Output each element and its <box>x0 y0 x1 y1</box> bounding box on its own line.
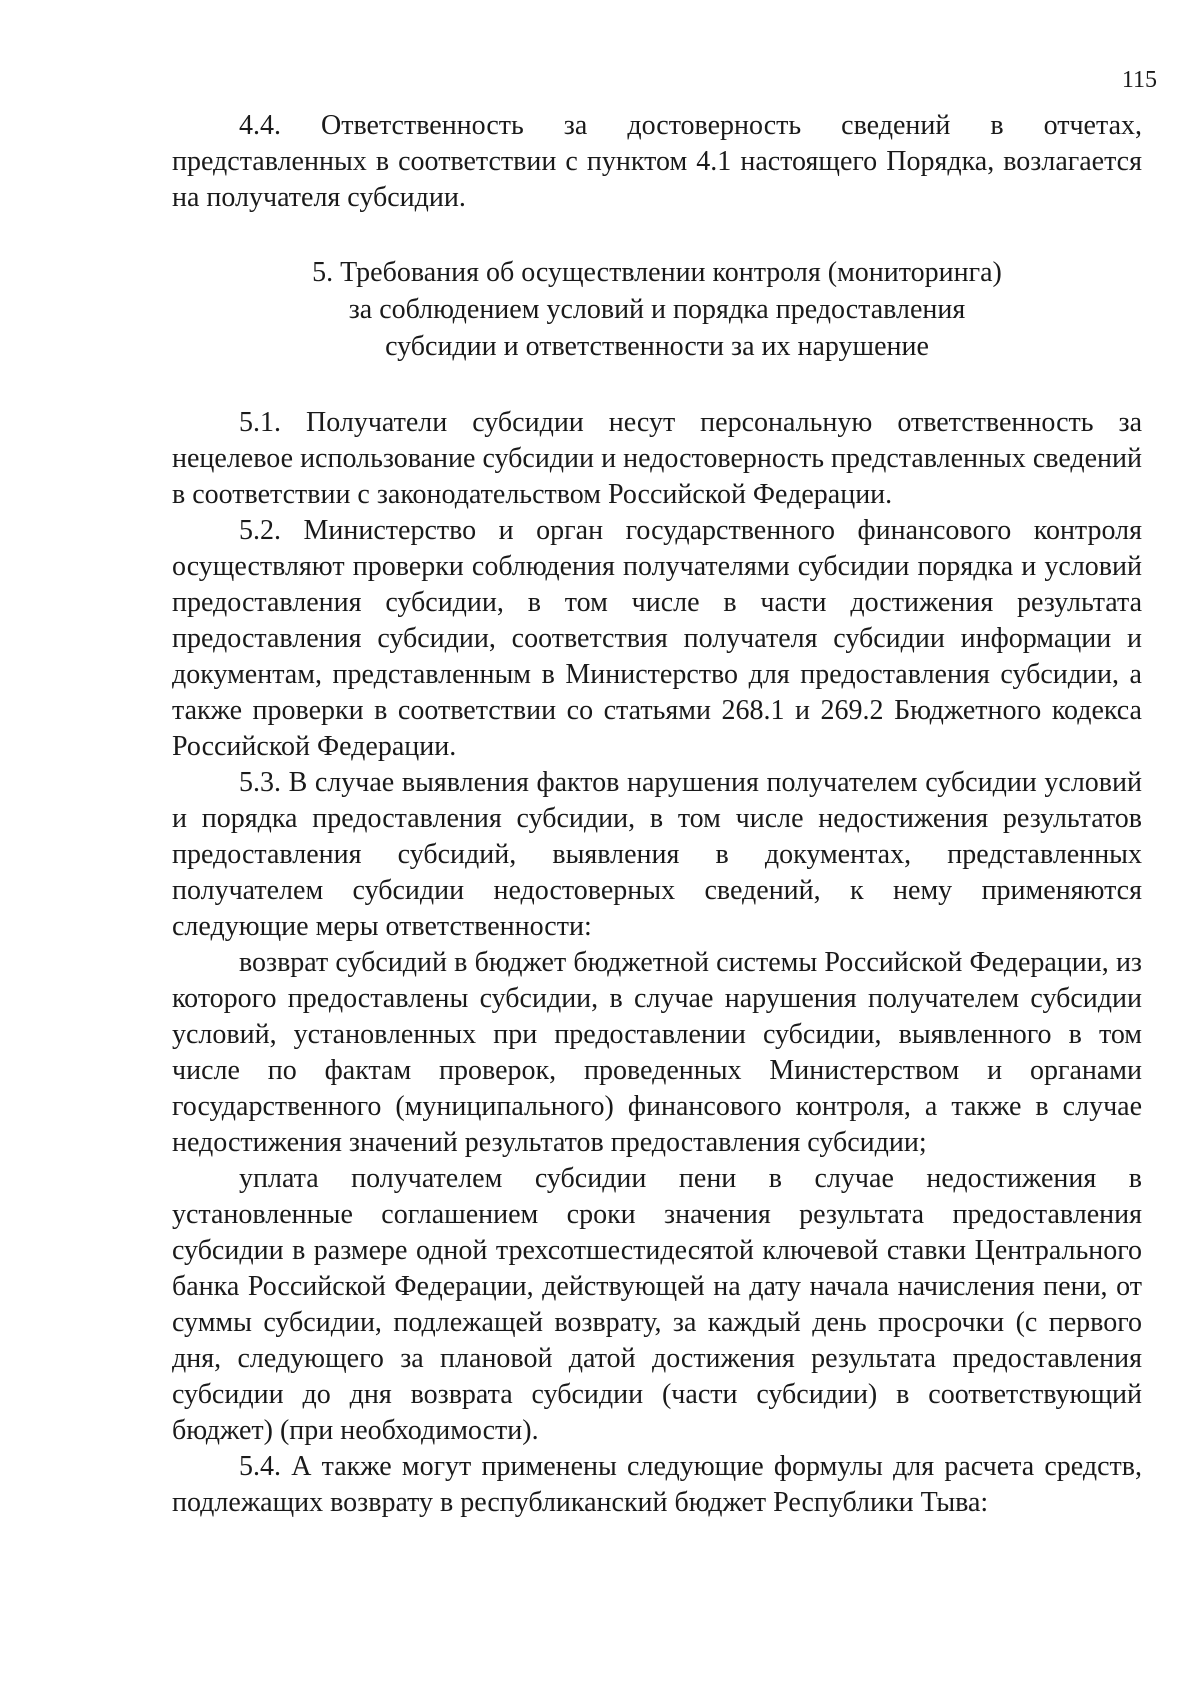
paragraph-5-1: 5.1. Получатели субсидии несут персональную ответственность за нецелевое использование субсидии и недостоверность представленных сведений в соответствии с законодательством Российской Федерации. <box>172 407 1142 510</box>
section-5-heading <box>172 254 1142 365</box>
paragraph-5-4: 5.4. А также могут применены следующие формулы для расчета средств, подлежащих возврату в республиканский бюджет Республики Тыва: <box>172 1451 1142 1518</box>
paragraph-penalty: уплата получателем субсидии пени в случае недостижения в установленные соглашением сроки значения результата предоставления субсидии в размере одной трехсотшестидесятой ключевой ставки Центрального банка Российской Федерации, действующей на дату начала начисления пени, от суммы субсидии, подлежащей возврату, за каждый день просрочки (с первого дня, следующего за плановой датой достижения результата предоставления субсидии до дня возврата субсидии (части субсидии) в соответствующий бюджет) (при необходимости). <box>172 1163 1142 1446</box>
document-body <box>172 108 1142 1521</box>
heading-line-1: 5. Требования об осуществлении контроля (мониторинга) <box>312 257 1002 288</box>
heading-line-3: субсидии и ответственности за их нарушение <box>385 331 929 362</box>
paragraph-return-subsidy: возврат субсидий в бюджет бюджетной системы Российской Федерации, из которого предоставлены субсидии, в случае нарушения получателем субсидии условий, установленных при предоставлении субсидии, выявленного в том числе по фактам проверок, проведенных Министерством и органами государственного (муниципального) финансового контроля, а также в случае недостижения значений результатов предоставления субсидии; <box>172 947 1142 1158</box>
paragraph-5-2: 5.2. Министерство и орган государственного финансового контроля осуществляют проверки соблюдения получателями субсидии порядка и условий предоставления субсидии, в том числе в части достижения результата предоставления субсидии, соответствия получателя субсидии информации и документам, представленным в Министерство для предоставления субсидии, а также проверки в соответствии со статьями 268.1 и 269.2 Бюджетного кодекса Российской Федерации. <box>172 515 1142 762</box>
paragraph-5-3: 5.3. В случае выявления фактов нарушения получателем субсидии условий и порядка предоставления субсидии, в том числе недостижения результатов предоставления субсидий, выявления в документах, представленных получателем субсидии недостоверных сведений, к нему применяются следующие меры ответственности: <box>172 767 1142 942</box>
heading-line-2: за соблюдением условий и порядка предоставления <box>348 294 966 325</box>
page-number: 115 <box>1121 67 1157 93</box>
paragraph-4-4: 4.4. Ответственность за достоверность сведений в отчетах, представленных в соответствии с пунктом 4.1 настоящего Порядка, возлагается на получателя субсидии. <box>172 110 1142 213</box>
